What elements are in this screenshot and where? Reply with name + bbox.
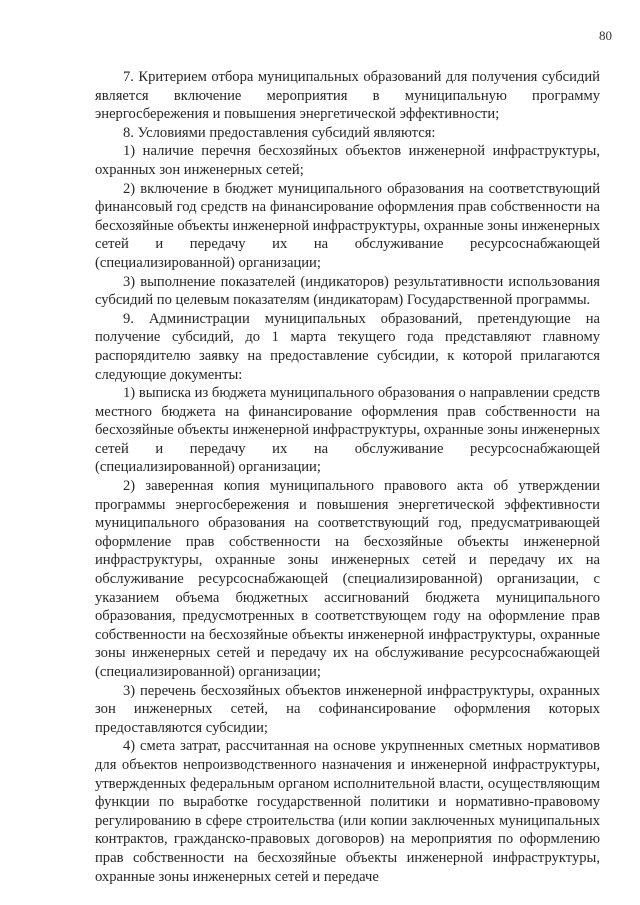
paragraph-9-item-4: 4) смета затрат, рассчитанная на основе укрупненных сметных нормативов для объектов непроизводственного назначения и инженерной инфраструктуры, утвержденных федеральным органом исполнительной власти, осуществляющим функции по выработке государственной политики и нормативно-правовому регулированию в сфере строительства (или копии заключенных муниципальных контрактов, гражданско-правовых договоров) на мероприятия по оформлению прав собственности на бесхозяйные объекты инженерной инфраструктуры, охранные зоны инженерных сетей и передаче [95,738,600,885]
paragraph-9-item-1: 1) выписка из бюджета муниципального образования о направлении средств местного бюджета на финансирование оформления прав собственности на бесхозяйные объекты инженерной инфраструктуры, охранные зоны инженерных сетей и передачу их на обслуживание ресурсоснабжающей (специализированной) организации; [95,385,601,476]
document-body [95,68,600,886]
page-number: 80 [599,28,612,43]
paragraph-8-item-1: 1) наличие перечня бесхозяйных объектов инженерной инфраструктуры, охранных зон инженерных сетей; [95,143,600,178]
paragraph-8-heading: 8. Условиями предоставления субсидий являются: [123,124,436,141]
paragraph-8-item-2: 2) включение в бюджет муниципального образования на соответствующий финансовый год средств на финансирование оформления прав собственности на бесхозяйные объекты инженерной инфраструктуры, охранные зоны инженерных сетей и передачу их на обслуживание ресурсоснабжающей (специализированной) организации; [95,180,601,271]
paragraph-9-item-2: 2) заверенная копия муниципального правового акта об утверждении программы энергосбережения и повышения энергетической эффективности муниципального образования на соответствующий год, предусматривающей оформление прав собственности на бесхозяйные объекты инженерной инфраструктуры, охранные зоны инженерных сетей и передачу их на обслуживание ресурсоснабжающей (специализированной) организации, с указанием объема бюджетных ассигнований бюджета муниципального образования, предусмотренных в соответствующем году на оформление прав собственности на бесхозяйные объекты инженерной инфраструктуры, охранные зоны инженерных сетей и передачу их на обслуживание ресурсоснабжающей (специализированной) организации; [95,478,600,680]
paragraph-7-criterion: 7. Критерием отбора муниципальных образований для получения субсидий является включение мероприятия в муниципальную программу энергосбережения и повышения энергетической эффективности; [95,69,600,123]
paragraph-9-heading: 9. Администрации муниципальных образований, претендующие на получение субсидий, до 1 марта текущего года представляют главному распорядителю заявку на предоставление субсидии, к которой прилагаются следующие документы: [95,310,600,383]
paragraph-8-item-3: 3) выполнение показателей (индикаторов) результативности использования субсидий по целевым показателям (индикаторам) Государственной программы. [95,273,600,309]
paragraph-9-item-3: 3) перечень бесхозяйных объектов инженерной инфраструктуры, охранных зон инженерных сетей, на софинансирование оформления которых предоставляются субсидии; [95,682,600,736]
